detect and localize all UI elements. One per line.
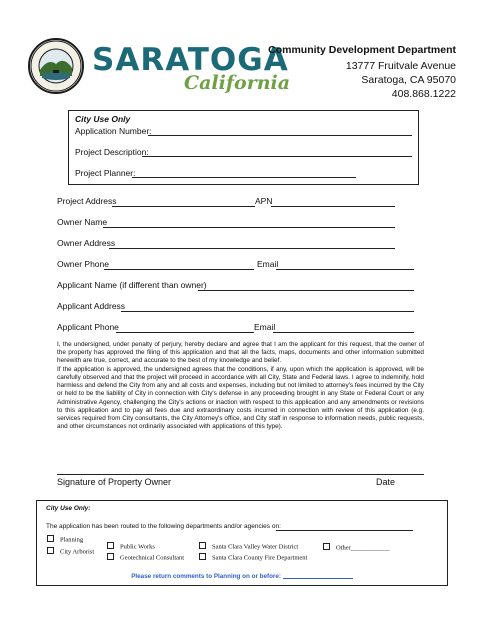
project-description-label: Project Description: xyxy=(75,147,149,157)
checkbox-square-icon xyxy=(47,535,54,542)
checkbox-city-arborist[interactable] xyxy=(47,547,94,556)
application-number-label: Application Number: xyxy=(75,126,152,136)
owner-name-field[interactable] xyxy=(103,227,395,228)
street-address: 13777 Fruitvale Avenue xyxy=(345,60,456,72)
applicant-address-field[interactable] xyxy=(121,311,414,312)
applicant-phone-label: Applicant Phone xyxy=(57,322,119,332)
applicant-email-label: Email xyxy=(254,322,276,332)
applicant-phone-field[interactable] xyxy=(116,332,254,333)
applicant-address-label: Applicant Address xyxy=(57,301,126,311)
checkbox-public-works-label: Public Works xyxy=(120,543,155,551)
phone-number: 408.868.1222 xyxy=(391,88,456,100)
apn-field[interactable] xyxy=(271,206,395,207)
owner-phone-field[interactable] xyxy=(104,269,254,270)
application-number-field[interactable] xyxy=(148,135,412,136)
checkbox-other[interactable] xyxy=(323,543,390,552)
checkbox-water-district-label: Santa Clara Valley Water District xyxy=(212,543,299,551)
checkbox-square-icon xyxy=(199,542,206,549)
checkbox-public-works[interactable] xyxy=(107,542,155,551)
checkbox-square-icon xyxy=(107,553,114,560)
checkbox-geotechnical[interactable] xyxy=(107,553,184,562)
project-description-field[interactable] xyxy=(142,156,412,157)
owner-address-field[interactable] xyxy=(109,248,395,249)
date-label: Date xyxy=(376,477,396,487)
checkbox-geotechnical-label: Geotechnical Consultant xyxy=(120,554,185,562)
california-wordmark: California xyxy=(184,72,291,94)
project-address-label: Project Address xyxy=(57,196,117,206)
project-planner-label: Project Planner: xyxy=(75,168,136,178)
city-use-only-title: City Use Only xyxy=(75,114,131,124)
applicant-email-field[interactable] xyxy=(273,332,414,333)
city-use-only-box xyxy=(68,110,419,185)
checkbox-planning[interactable] xyxy=(47,535,83,544)
return-date-field[interactable] xyxy=(283,578,353,579)
declaration-paragraph-2: If the application is approved, the undersigned agrees that the conditions, if any, upon which the application is approved, will be carefully observed and that the project will proceed in accordance with all City, State and Federal laws. I agree to indemnify, hold harmless and defend the City from any and all costs and expenses, including but not limited to attorney's fees incurred by the City or held to be the liability of City in connection with City's defense in any proceeding brought in any State or Federal Court or any Administrative Agency, challenging the City's actions or inaction with respect to this application and any amendments or revisions to this application and to pay all fees due and extraordinary costs incurred in connection with review of this application (e.g. services required from City consultants, the City Attorney's office, and City staff in response to information needs, public requests, and other circumstances not ordinarily associated with applications of this type). xyxy=(57,366,424,431)
city-state-zip: Saratoga, CA 95070 xyxy=(361,74,456,86)
checkbox-square-icon xyxy=(47,547,54,554)
checkbox-fire-department-label: Santa Clara County Fire Department xyxy=(212,554,308,562)
project-planner-field[interactable] xyxy=(132,177,356,178)
signature-label: Signature of Property Owner xyxy=(57,477,172,487)
declaration-paragraph-1: I, the undersigned, under penalty of perjury, hereby declare and agree that I am the applicant for this request, that the owner of the property has approved the filing of this application and that all the facts, maps, documents and other information submitted herewith are true, correct, and accurate to the best of my knowledge and belief. xyxy=(57,341,424,365)
apn-label: APN xyxy=(255,196,273,206)
owner-email-label: Email xyxy=(257,259,279,269)
return-comments-note xyxy=(37,573,447,580)
saratoga-wordmark: SARATOGA xyxy=(92,42,289,78)
city-seal-logo xyxy=(28,38,84,94)
owner-phone-label: Owner Phone xyxy=(57,259,109,269)
checkbox-square-icon xyxy=(107,542,114,549)
applicant-name-label: Applicant Name (if different than owner) xyxy=(57,280,207,290)
owner-address-label: Owner Address xyxy=(57,238,116,248)
checkbox-square-icon xyxy=(323,543,330,550)
checkbox-water-district[interactable] xyxy=(199,542,298,551)
routing-text: The application has been routed to the following departments and/or agencies on: xyxy=(46,523,281,530)
routing-date-field[interactable] xyxy=(276,530,413,531)
checkbox-square-icon xyxy=(199,553,206,560)
owner-name-label: Owner Name xyxy=(57,217,108,227)
department-name: Community Development Department xyxy=(268,44,456,56)
return-comments-text: Please return comments to Planning on or before: xyxy=(131,573,281,580)
checkbox-fire-department[interactable] xyxy=(199,553,307,562)
checkbox-city-arborist-label: City Arborist xyxy=(60,548,95,556)
checkbox-planning-label: Planning xyxy=(60,536,84,544)
signature-line[interactable] xyxy=(57,474,424,475)
routing-box xyxy=(36,500,448,586)
owner-email-field[interactable] xyxy=(276,269,414,270)
routing-title: City Use Only: xyxy=(46,505,91,512)
project-address-field[interactable] xyxy=(112,206,255,207)
checkbox-other-label: Other____________ xyxy=(336,544,390,552)
applicant-name-field[interactable] xyxy=(198,290,414,291)
